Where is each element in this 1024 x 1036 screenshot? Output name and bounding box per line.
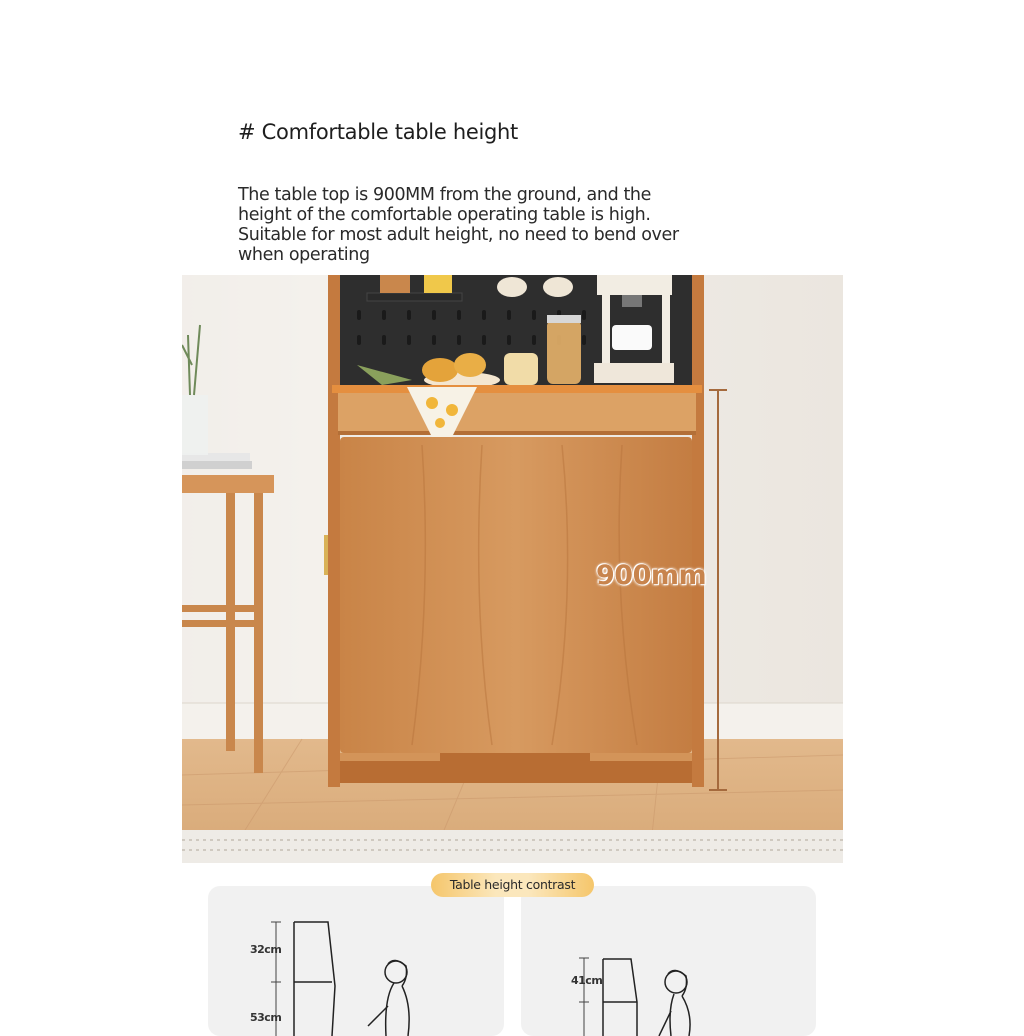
height-label: 900mm [596, 560, 707, 591]
cabinet-photo [182, 275, 843, 863]
upper-height-label: 41cm [571, 974, 603, 987]
upper-height-label: 32cm [250, 943, 282, 956]
comparison-title-badge: Table height contrast [431, 873, 594, 897]
comparison-panel-right [521, 886, 816, 1036]
section-heading: # Comfortable table height [238, 120, 518, 144]
comparison-diagram-right [521, 886, 816, 1036]
description-paragraph: The table top is 900MM from the ground, and the height of the comfortable operating table is high. Suitable for most adult height, no need to bend over when operating [238, 185, 679, 265]
comparison-panel-left [208, 886, 504, 1036]
lower-height-label: 53cm [250, 1011, 282, 1024]
